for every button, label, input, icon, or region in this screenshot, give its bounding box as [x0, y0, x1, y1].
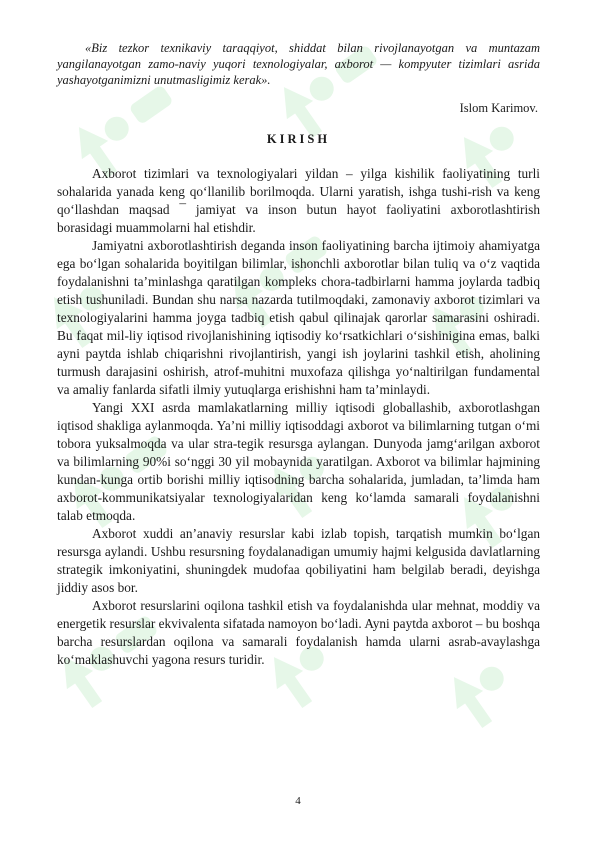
- epigraph-quote: «Biz tezkor texnikaviy taraqqiyot, shiddat bilan rivojlanayotgan va muntazam yangilanayotgan zamo-naviy yuqori texnologiyalar, axborot — kompyuter tizimlari asrida yashayotganimizni unutmasligimiz kerak».: [57, 41, 540, 87]
- paragraph-5: Axborot resurslarini oqilona tashkil etish va foydalanishda ular mehnat, moddiy va energetik resurslar ekvivalenta sifatada namoyon bo‘ladi. Ayni paytda axborot – bu boshqa barcha resurslardan oqilona va samarali foydalanish hamda ularni asrab-avaylashga ko‘maklashuvchi yagona resurs turidir.: [57, 598, 540, 667]
- section-heading: KIRISH: [266, 132, 331, 146]
- paragraph-1: Axborot tizimlari va texnologiyalari yildan – yilga kishilik faoliyatining turli sohalarida yanada keng qo‘llanilib borilmoqda. Ularni yaratish, ishga tushi-rish va keng qo‘llashdan maqsad ¯ jamiyat va inson butun hayot faoliyatini axborotlashtirish borasidagi muammolarni hal etishdir.: [57, 166, 540, 235]
- page-number: 4: [295, 795, 301, 807]
- paragraph-2: Jamiyatni axborotlashtirish deganda inson faoliyatining barcha ijtimoiy ahamiyatga ega bo‘lgan sohalarida boyitilgan bilimlar, ishonchli axborotlar bilan tuliq va o‘z vaqtida foydalanishni ta’minlashga qaratilgan kompleks chora-tadbirlarni hamma joylarda tadbiq etish tushuniladi. Bundan shu narsa nazarda tutilmoqdaki, zamonaviy axborot tizimlari va texnologiyalarini hamma joyga tadbiq etish qabul qilinajak qarorlar samarasini oshiradi. Bu faqat mil-liy iqtisod rivojlanishining iqtisodiy ko‘rsatkichlari o‘sishinigina emas, balki ayni paytda ishlab chiqarishni rivojlantirish, yangi ish joylarini tashkil etish, aholining turmush darajasini oshirish, atrof-muhitni muxofaza qilishga yo‘naltirilgan fundamental va amaliy fanlarda sifatli ilmiy yutuqlarga erishishni ham ta’minlaydi.: [57, 238, 540, 397]
- epigraph-author: Islom Karimov.: [459, 101, 538, 115]
- page-content: [57, 40, 540, 669]
- paragraph-4: Axborot xuddi an’anaviy resurslar kabi izlab topish, tarqatish mumkin bo‘lgan resursga aylandi. Ushbu resursning foydalanadigan umumiy hajmi kelgusida davlatlarning strategik imkoniyatini, shuningdek mudofaa qobiliyatini ham belgilab beradi, deyishga jiddiy asos bor.: [57, 526, 540, 595]
- paragraph-3: Yangi XXI asrda mamlakatlarning milliy iqtisodi globallashib, axborotlashgan iqtisod shakliga aylanmoqda. Ya’ni milliy iqtisoddagi axborot va bilimlarning tutgan o‘mi tobora yuksalmoqda va ular stra-tegik resursga aylangan. Dunyoda jamg‘arilgan axborot va bilimlarning 90%i so‘nggi 30 yil mobaynida yaratilgan. Axborot va bilimlar hajmining kundan-kunga ortib borishi milliy iqtisodning barcha sohalarida, jumladan, ta’limda ham axborot-kommunikatsiyalar texnologiyalaridan keng ko‘lamda samarali foydalanishni talab etmoqda.: [57, 400, 540, 523]
